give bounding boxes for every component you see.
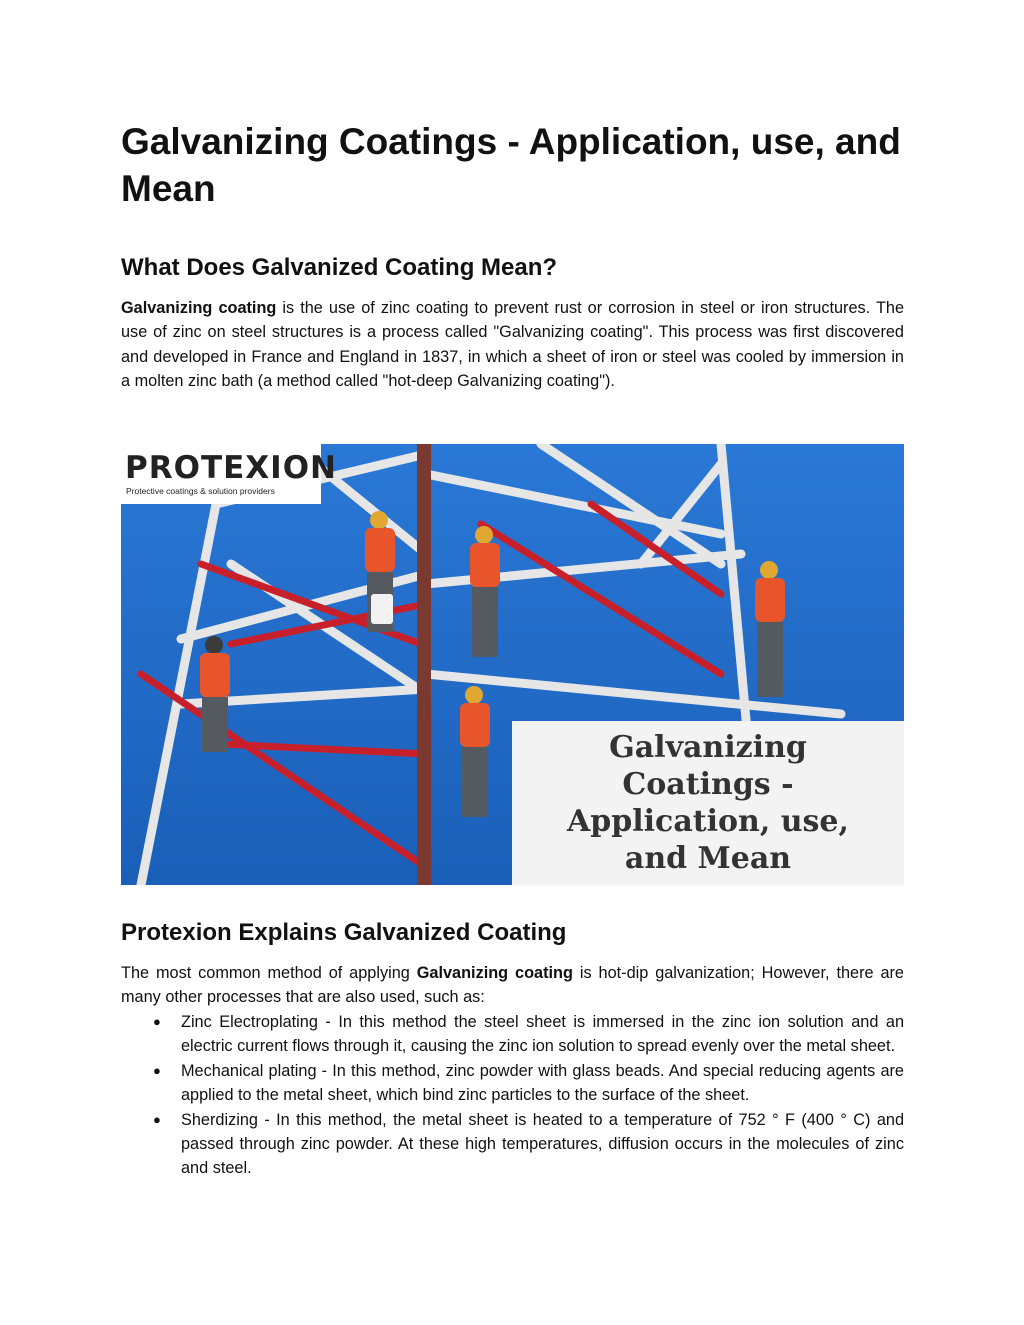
caption-line: Application, use,: [567, 804, 849, 839]
bullet: ●: [153, 1111, 161, 1127]
bold-term: Galvanizing coating: [121, 299, 277, 317]
section-paragraph-intro: [121, 296, 904, 394]
caption-line: and Mean: [624, 841, 792, 876]
hero-image: [121, 444, 904, 885]
methods-list: [121, 1010, 904, 1181]
bullet: ●: [153, 1014, 161, 1029]
section-heading-explains: Protexion Explains Galvanized Coating: [121, 919, 567, 946]
logo-tagline: Protective coatings & solution providers: [126, 486, 275, 496]
section-paragraph-methods: The most common method of applying Galvanizing coating is hot-dip galvanization; However, there are many other processes that are also used, such as:: [121, 964, 904, 1007]
image-caption: [512, 721, 904, 885]
caption-line: Coatings -: [622, 767, 794, 802]
bold-term: Galvanizing coating: [416, 964, 573, 982]
section-heading-what-does: What Does Galvanized Coating Mean?: [121, 254, 558, 281]
caption-line: Galvanizing: [609, 730, 807, 765]
list-item: ● Sherdizing - In this method, the metal sheet is heated to a temperature of 752 ° F (400 ° C) and passed through zinc powder. At these high temperatures, diffusion occurs in the molecules of zinc and steel.: [121, 1108, 904, 1181]
bullet: ●: [153, 1062, 161, 1078]
list-item: ● Zinc Electroplating - In this method the steel sheet is immersed in the zinc ion solution and an electric current flows through it, causing the zinc ion solution to spread evenly over the metal sheet.: [121, 1010, 904, 1059]
page-title: Galvanizing Coatings - Application, use, and Mean: [121, 121, 901, 209]
list-item: ● Mechanical plating - In this method, zinc powder with glass beads. And special reducing agents are applied to the metal sheet, which bind zinc particles to the surface of the sheet.: [121, 1059, 904, 1108]
paragraph-text: is the use of zinc coating to prevent rust or corrosion in steel or iron structures. The use of zinc on steel structures is a process called "Galvanizing coating". This process was first discovered and developed in France and England in 1837, in which a sheet of iron or steel was cooled by immersion in a molten zinc bath (a method called "hot-deep Galvanizing coating").: [121, 299, 905, 391]
protexion-logo: PROTEXION Protective coatings & solution providers: [121, 444, 321, 504]
